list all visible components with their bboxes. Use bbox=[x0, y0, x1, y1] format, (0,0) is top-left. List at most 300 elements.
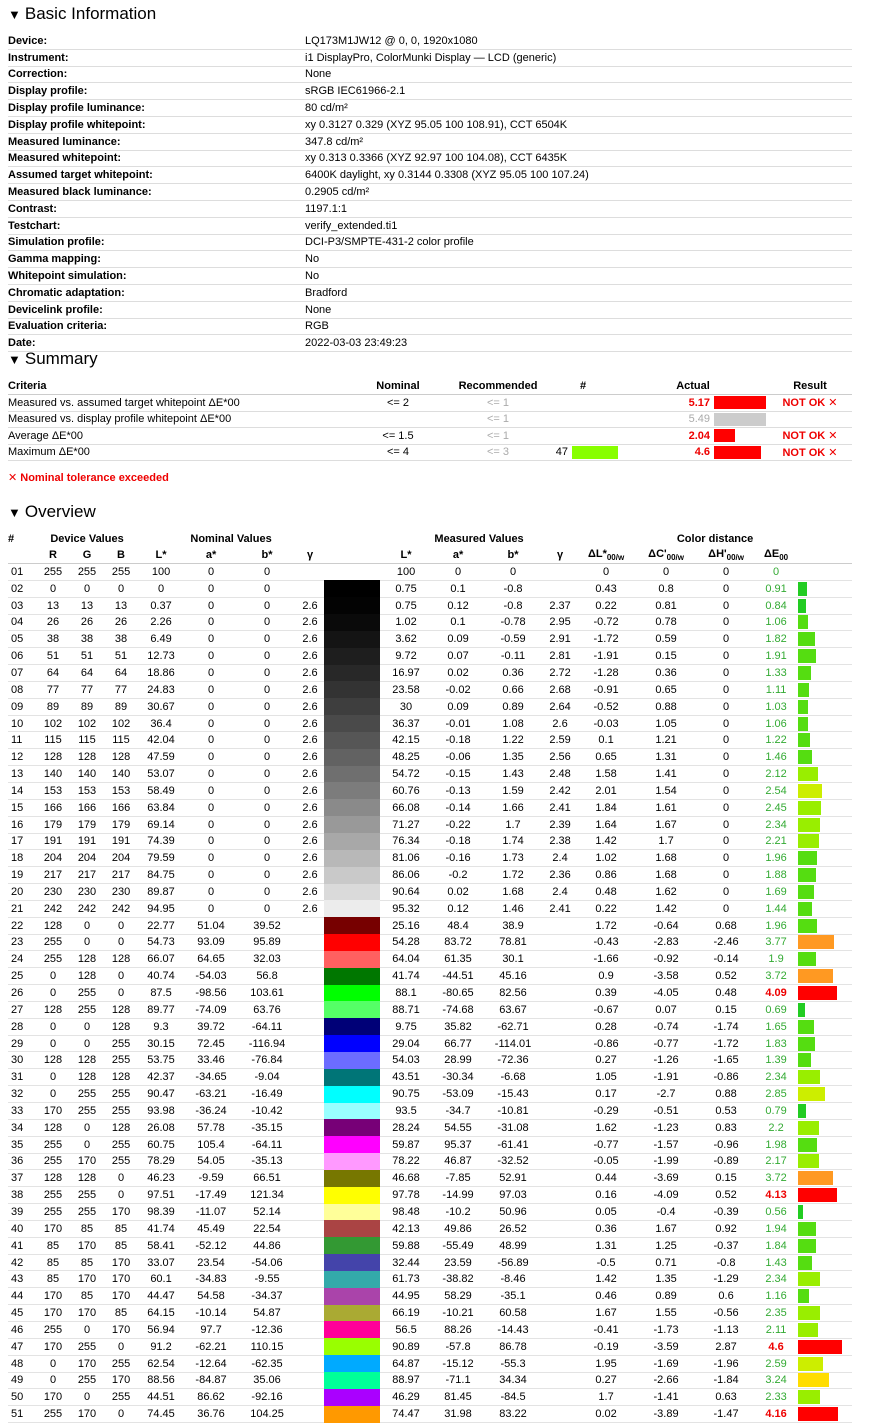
delta-l: 1.64 bbox=[578, 816, 634, 833]
dev-b: 255 bbox=[104, 1052, 138, 1069]
nom-gamma bbox=[296, 1103, 324, 1120]
overview-row bbox=[8, 1170, 852, 1187]
delta-l: 0.02 bbox=[578, 1406, 634, 1423]
basic-info-row bbox=[8, 251, 852, 268]
overview-row bbox=[8, 1153, 852, 1170]
dev-b: 0 bbox=[104, 1170, 138, 1187]
dev-r: 115 bbox=[36, 732, 70, 749]
meas-b: 1.72 bbox=[484, 867, 542, 884]
nom-b: -10.42 bbox=[238, 1103, 296, 1120]
basic-info-row bbox=[8, 66, 852, 83]
delta-e: 2.12 bbox=[754, 766, 798, 783]
swatch bbox=[324, 1052, 380, 1069]
dev-b: 128 bbox=[104, 951, 138, 968]
nom-a: 0 bbox=[184, 766, 238, 783]
delta-e-bar-cell bbox=[798, 1204, 852, 1221]
nom-l: 88.56 bbox=[138, 1372, 184, 1389]
meas-b: 1.35 bbox=[484, 749, 542, 766]
meas-a: 0.09 bbox=[432, 631, 484, 648]
basic-info-table bbox=[8, 33, 852, 352]
dev-b: 170 bbox=[104, 1288, 138, 1305]
collapse-triangle-icon[interactable]: ▼ bbox=[8, 505, 21, 520]
delta-h: 0 bbox=[698, 614, 754, 631]
delta-h: 0.88 bbox=[698, 1086, 754, 1103]
delta-e-bar bbox=[798, 834, 819, 848]
nom-l: 53.75 bbox=[138, 1052, 184, 1069]
delta-e-bar bbox=[798, 919, 817, 933]
delta-c: -3.89 bbox=[634, 1406, 698, 1423]
delta-e-bar-cell bbox=[798, 631, 852, 648]
meas-gamma: 2.95 bbox=[542, 614, 578, 631]
patch-num: 03 bbox=[8, 597, 36, 614]
delta-e: 3.77 bbox=[754, 934, 798, 951]
delta-e-bar bbox=[798, 1188, 837, 1202]
nom-b: 0 bbox=[238, 850, 296, 867]
dev-b: 217 bbox=[104, 867, 138, 884]
nom-l: 44.51 bbox=[138, 1389, 184, 1406]
dev-b: 191 bbox=[104, 833, 138, 850]
delta-l: 1.02 bbox=[578, 850, 634, 867]
delta-c: -0.64 bbox=[634, 917, 698, 934]
nom-l: 74.45 bbox=[138, 1406, 184, 1423]
nom-l: 42.04 bbox=[138, 732, 184, 749]
meas-a: -0.14 bbox=[432, 799, 484, 816]
patch-num: 44 bbox=[8, 1288, 36, 1305]
meas-b: -56.89 bbox=[484, 1254, 542, 1271]
meas-gamma bbox=[542, 1153, 578, 1170]
meas-a: 61.35 bbox=[432, 951, 484, 968]
nom-l: 90.47 bbox=[138, 1086, 184, 1103]
nom-l: 94.95 bbox=[138, 900, 184, 917]
nom-a: -36.24 bbox=[184, 1103, 238, 1120]
nom-l: 12.73 bbox=[138, 648, 184, 665]
patch-num: 06 bbox=[8, 648, 36, 665]
meas-b: -72.36 bbox=[484, 1052, 542, 1069]
delta-e-bar-cell bbox=[798, 968, 852, 985]
nom-a: -11.07 bbox=[184, 1204, 238, 1221]
meas-l: 61.73 bbox=[380, 1271, 432, 1288]
dev-b: 51 bbox=[104, 648, 138, 665]
delta-h: -2.46 bbox=[698, 934, 754, 951]
delta-l: -0.72 bbox=[578, 614, 634, 631]
summary-count bbox=[548, 428, 618, 445]
dev-r: 204 bbox=[36, 850, 70, 867]
dev-b: 255 bbox=[104, 1389, 138, 1406]
basic-info-value: 6400K daylight, xy 0.3144 0.3308 (XYZ 95.05 100 107.24) bbox=[305, 167, 852, 184]
dev-r: 128 bbox=[36, 917, 70, 934]
dev-b: 255 bbox=[104, 564, 138, 581]
meas-a: -80.65 bbox=[432, 985, 484, 1002]
swatch bbox=[324, 715, 380, 732]
meas-gamma bbox=[542, 1271, 578, 1288]
meas-l: 59.87 bbox=[380, 1136, 432, 1153]
delta-h: 0 bbox=[698, 833, 754, 850]
basic-info-row bbox=[8, 217, 852, 234]
delta-l: -0.5 bbox=[578, 1254, 634, 1271]
delta-e-bar bbox=[798, 632, 815, 646]
nom-a: -98.56 bbox=[184, 985, 238, 1002]
delta-e-bar bbox=[798, 1205, 803, 1219]
meas-a: 54.55 bbox=[432, 1119, 484, 1136]
dev-r: 0 bbox=[36, 968, 70, 985]
collapse-triangle-icon[interactable]: ▼ bbox=[8, 7, 21, 22]
ov-header-device: Device Values bbox=[50, 533, 124, 545]
basic-info-value: 80 cd/m² bbox=[305, 100, 852, 117]
meas-b: 83.22 bbox=[484, 1406, 542, 1423]
delta-e-bar bbox=[798, 615, 808, 629]
swatch bbox=[324, 934, 380, 951]
summary-row bbox=[8, 444, 852, 461]
patch-num: 51 bbox=[8, 1406, 36, 1423]
overview-row bbox=[8, 1254, 852, 1271]
patch-num: 23 bbox=[8, 934, 36, 951]
patch-num: 37 bbox=[8, 1170, 36, 1187]
nom-b: -92.16 bbox=[238, 1389, 296, 1406]
meas-b: 45.16 bbox=[484, 968, 542, 985]
swatch bbox=[324, 597, 380, 614]
overview-row bbox=[8, 564, 852, 581]
meas-a: 0.07 bbox=[432, 648, 484, 665]
overview-row bbox=[8, 681, 852, 698]
delta-l: -0.91 bbox=[578, 681, 634, 698]
basic-info-key: Simulation profile: bbox=[8, 234, 305, 251]
patch-num: 45 bbox=[8, 1305, 36, 1322]
meas-l: 93.5 bbox=[380, 1103, 432, 1120]
meas-l: 64.87 bbox=[380, 1355, 432, 1372]
delta-e-bar bbox=[798, 1239, 815, 1253]
col-B: B bbox=[104, 547, 138, 564]
patch-num: 36 bbox=[8, 1153, 36, 1170]
delta-e-bar-cell bbox=[798, 951, 852, 968]
delta-e-bar-cell bbox=[798, 564, 852, 581]
nom-l: 33.07 bbox=[138, 1254, 184, 1271]
meas-l: 32.44 bbox=[380, 1254, 432, 1271]
dev-b: 85 bbox=[104, 1237, 138, 1254]
nom-l: 74.39 bbox=[138, 833, 184, 850]
meas-gamma: 2.41 bbox=[542, 799, 578, 816]
nom-b: 52.14 bbox=[238, 1204, 296, 1221]
dev-b: 0 bbox=[104, 1187, 138, 1204]
nom-gamma: 2.6 bbox=[296, 782, 324, 799]
nom-l: 64.15 bbox=[138, 1305, 184, 1322]
delta-c: 0.81 bbox=[634, 597, 698, 614]
basic-info-value: No bbox=[305, 268, 852, 285]
meas-gamma bbox=[542, 1119, 578, 1136]
meas-l: 98.48 bbox=[380, 1204, 432, 1221]
section-title-overview[interactable]: ▼ Overview bbox=[8, 502, 96, 521]
overview-row bbox=[8, 1035, 852, 1052]
delta-l: 0.44 bbox=[578, 1170, 634, 1187]
meas-a: -38.82 bbox=[432, 1271, 484, 1288]
meas-a: 66.77 bbox=[432, 1035, 484, 1052]
delta-c: -1.23 bbox=[634, 1119, 698, 1136]
overview-row bbox=[8, 867, 852, 884]
dev-b: 128 bbox=[104, 749, 138, 766]
delta-c: -1.57 bbox=[634, 1136, 698, 1153]
dev-b: 255 bbox=[104, 1035, 138, 1052]
meas-a: -53.09 bbox=[432, 1086, 484, 1103]
delta-c: -0.92 bbox=[634, 951, 698, 968]
delta-l: 1.95 bbox=[578, 1355, 634, 1372]
meas-a: -0.15 bbox=[432, 766, 484, 783]
delta-e-bar-cell bbox=[798, 665, 852, 682]
meas-b: -14.43 bbox=[484, 1321, 542, 1338]
nom-a: 51.04 bbox=[184, 917, 238, 934]
meas-gamma bbox=[542, 1220, 578, 1237]
delta-h: 0 bbox=[698, 597, 754, 614]
delta-e: 1.03 bbox=[754, 698, 798, 715]
meas-l: 81.06 bbox=[380, 850, 432, 867]
summary-nominal bbox=[348, 411, 448, 428]
summary-header-result: Result bbox=[768, 378, 852, 395]
dev-b: 153 bbox=[104, 782, 138, 799]
nom-l: 41.74 bbox=[138, 1220, 184, 1237]
nom-b: -64.11 bbox=[238, 1136, 296, 1153]
patch-num: 47 bbox=[8, 1338, 36, 1355]
dev-r: 255 bbox=[36, 1136, 70, 1153]
delta-h: 0 bbox=[698, 900, 754, 917]
delta-h: 0 bbox=[698, 580, 754, 597]
dev-g: 85 bbox=[70, 1220, 104, 1237]
swatch bbox=[324, 749, 380, 766]
meas-l: 0.75 bbox=[380, 597, 432, 614]
delta-c: 1.25 bbox=[634, 1237, 698, 1254]
delta-e-bar bbox=[798, 784, 822, 798]
basic-info-value: None bbox=[305, 66, 852, 83]
meas-b: 1.08 bbox=[484, 715, 542, 732]
nom-b: 104.25 bbox=[238, 1406, 296, 1423]
nom-b: 0 bbox=[238, 749, 296, 766]
patch-num: 39 bbox=[8, 1204, 36, 1221]
dev-r: 0 bbox=[36, 1086, 70, 1103]
summary-header-actual: Actual bbox=[618, 378, 768, 395]
delta-e-bar-cell bbox=[798, 1187, 852, 1204]
delta-c: 1.67 bbox=[634, 816, 698, 833]
nom-a: -17.49 bbox=[184, 1187, 238, 1204]
delta-e: 4.09 bbox=[754, 985, 798, 1002]
dev-r: 0 bbox=[36, 985, 70, 1002]
basic-info-row bbox=[8, 184, 852, 201]
delta-e-bar-cell bbox=[798, 799, 852, 816]
patch-num: 11 bbox=[8, 732, 36, 749]
meas-l: 90.64 bbox=[380, 884, 432, 901]
meas-b: -0.78 bbox=[484, 614, 542, 631]
summary-recommended: <= 1 bbox=[448, 395, 548, 412]
delta-h: -0.96 bbox=[698, 1136, 754, 1153]
overview-row bbox=[8, 1119, 852, 1136]
nom-a: 0 bbox=[184, 681, 238, 698]
delta-e-bar-cell bbox=[798, 648, 852, 665]
patch-num: 25 bbox=[8, 968, 36, 985]
overview-row bbox=[8, 1406, 852, 1423]
nom-gamma: 2.6 bbox=[296, 884, 324, 901]
nom-a: -52.12 bbox=[184, 1237, 238, 1254]
meas-gamma: 2.59 bbox=[542, 732, 578, 749]
dev-g: 0 bbox=[70, 580, 104, 597]
delta-e-bar-cell bbox=[798, 1136, 852, 1153]
nom-l: 26.08 bbox=[138, 1119, 184, 1136]
basic-info-value: 2022-03-03 23:49:23 bbox=[305, 335, 852, 352]
summary-nominal: <= 2 bbox=[348, 395, 448, 412]
nom-l: 60.1 bbox=[138, 1271, 184, 1288]
nom-a: -74.09 bbox=[184, 1001, 238, 1018]
nom-a: -34.83 bbox=[184, 1271, 238, 1288]
delta-e-bar bbox=[798, 1087, 825, 1101]
meas-gamma bbox=[542, 564, 578, 581]
delta-l: 2.01 bbox=[578, 782, 634, 799]
swatch bbox=[324, 816, 380, 833]
meas-b: -31.08 bbox=[484, 1119, 542, 1136]
dev-r: 85 bbox=[36, 1254, 70, 1271]
nom-a: -34.65 bbox=[184, 1069, 238, 1086]
section-title-summary[interactable]: ▼ Summary bbox=[8, 349, 98, 368]
meas-b: 97.03 bbox=[484, 1187, 542, 1204]
delta-e-bar bbox=[798, 1171, 833, 1185]
dev-r: 255 bbox=[36, 564, 70, 581]
summary-header-recommended: Recommended bbox=[448, 378, 548, 395]
overview-row bbox=[8, 850, 852, 867]
delta-e: 0.79 bbox=[754, 1103, 798, 1120]
nom-b: 0 bbox=[238, 884, 296, 901]
overview-row bbox=[8, 1220, 852, 1237]
col-mgamma: γ bbox=[542, 547, 578, 564]
delta-e-bar-cell bbox=[798, 1119, 852, 1136]
delta-c: 0.89 bbox=[634, 1288, 698, 1305]
basic-info-value: RGB bbox=[305, 318, 852, 335]
delta-c: -1.69 bbox=[634, 1355, 698, 1372]
nom-gamma bbox=[296, 1001, 324, 1018]
delta-c: 0.65 bbox=[634, 681, 698, 698]
nom-b: 0 bbox=[238, 782, 296, 799]
overview-row bbox=[8, 1305, 852, 1322]
delta-h: 0 bbox=[698, 799, 754, 816]
nom-gamma: 2.6 bbox=[296, 698, 324, 715]
dev-g: 170 bbox=[70, 1355, 104, 1372]
dev-g: 0 bbox=[70, 917, 104, 934]
nom-a: 23.54 bbox=[184, 1254, 238, 1271]
summary-criteria: Measured vs. display profile whitepoint ΔE*00 bbox=[8, 411, 348, 428]
delta-c: 1.31 bbox=[634, 749, 698, 766]
col-L: L* bbox=[138, 547, 184, 564]
meas-a: -71.1 bbox=[432, 1372, 484, 1389]
delta-e-bar-cell bbox=[798, 1153, 852, 1170]
overview-row bbox=[8, 665, 852, 682]
meas-b: 1.43 bbox=[484, 766, 542, 783]
delta-c: -0.74 bbox=[634, 1018, 698, 1035]
dev-b: 128 bbox=[104, 1069, 138, 1086]
delta-l: 0.46 bbox=[578, 1288, 634, 1305]
basic-info-key: Measured black luminance: bbox=[8, 184, 305, 201]
delta-e-bar bbox=[798, 1272, 820, 1286]
summary-header-criteria: Criteria bbox=[8, 378, 348, 395]
meas-gamma bbox=[542, 1355, 578, 1372]
meas-a: 0.09 bbox=[432, 698, 484, 715]
dev-b: 115 bbox=[104, 732, 138, 749]
dev-b: 255 bbox=[104, 1153, 138, 1170]
dev-b: 170 bbox=[104, 1271, 138, 1288]
summary-header-count: # bbox=[548, 378, 618, 395]
basic-info-key: Testchart: bbox=[8, 217, 305, 234]
nom-l: 18.86 bbox=[138, 665, 184, 682]
delta-e: 2.2 bbox=[754, 1119, 798, 1136]
nom-gamma: 2.6 bbox=[296, 799, 324, 816]
delta-e: 2.17 bbox=[754, 1153, 798, 1170]
meas-a: 95.37 bbox=[432, 1136, 484, 1153]
overview-row bbox=[8, 917, 852, 934]
meas-b: 38.9 bbox=[484, 917, 542, 934]
basic-info-key: Correction: bbox=[8, 66, 305, 83]
dev-b: 242 bbox=[104, 900, 138, 917]
basic-info-key: Contrast: bbox=[8, 200, 305, 217]
delta-e: 1.39 bbox=[754, 1052, 798, 1069]
summary-result: NOT OK ✕ bbox=[768, 395, 852, 412]
delta-e: 2.11 bbox=[754, 1321, 798, 1338]
dev-b: 85 bbox=[104, 1305, 138, 1322]
dev-g: 0 bbox=[70, 934, 104, 951]
delta-c: 1.41 bbox=[634, 766, 698, 783]
meas-b: 60.58 bbox=[484, 1305, 542, 1322]
overview-row bbox=[8, 631, 852, 648]
meas-l: 42.13 bbox=[380, 1220, 432, 1237]
delta-c: -1.99 bbox=[634, 1153, 698, 1170]
delta-e-bar bbox=[798, 1373, 829, 1387]
meas-b: 1.46 bbox=[484, 900, 542, 917]
basic-info-value: DCI-P3/SMPTE-431-2 color profile bbox=[305, 234, 852, 251]
dev-r: 170 bbox=[36, 1305, 70, 1322]
collapse-triangle-icon[interactable]: ▼ bbox=[8, 352, 21, 367]
section-title-basic[interactable]: ▼ Basic Information bbox=[8, 4, 157, 23]
delta-l: 0.43 bbox=[578, 580, 634, 597]
dev-r: 128 bbox=[36, 1001, 70, 1018]
nom-a: 0 bbox=[184, 597, 238, 614]
overview-row bbox=[8, 1187, 852, 1204]
col-ma: a* bbox=[432, 547, 484, 564]
delta-h: -1.72 bbox=[698, 1035, 754, 1052]
nom-a: 39.72 bbox=[184, 1018, 238, 1035]
delta-c: 1.54 bbox=[634, 782, 698, 799]
delta-e-bar-cell bbox=[798, 1321, 852, 1338]
meas-a: 81.45 bbox=[432, 1389, 484, 1406]
nom-b: 0 bbox=[238, 867, 296, 884]
delta-h: -1.65 bbox=[698, 1052, 754, 1069]
swatch bbox=[324, 1220, 380, 1237]
meas-b: 1.74 bbox=[484, 833, 542, 850]
tolerance-note: ✕ Nominal tolerance exceeded bbox=[8, 472, 169, 484]
dev-r: 26 bbox=[36, 614, 70, 631]
delta-h: -0.39 bbox=[698, 1204, 754, 1221]
dev-r: 128 bbox=[36, 1170, 70, 1187]
swatch bbox=[324, 698, 380, 715]
basic-info-row bbox=[8, 301, 852, 318]
delta-h: 0 bbox=[698, 867, 754, 884]
summary-actual-value: 5.49 bbox=[688, 413, 710, 426]
meas-b: 34.34 bbox=[484, 1372, 542, 1389]
summary-nominal: <= 1.5 bbox=[348, 428, 448, 445]
basic-info-value: xy 0.3127 0.329 (XYZ 95.05 100 108.91), CCT 6504K bbox=[305, 116, 852, 133]
nom-a: -12.64 bbox=[184, 1355, 238, 1372]
nom-gamma: 2.6 bbox=[296, 614, 324, 631]
overview-row bbox=[8, 732, 852, 749]
delta-h: 0 bbox=[698, 715, 754, 732]
delta-c: 1.67 bbox=[634, 1220, 698, 1237]
meas-a: 28.99 bbox=[432, 1052, 484, 1069]
dev-g: 204 bbox=[70, 850, 104, 867]
delta-l: 1.67 bbox=[578, 1305, 634, 1322]
basic-info-row bbox=[8, 268, 852, 285]
nom-gamma bbox=[296, 1271, 324, 1288]
delta-e-bar-cell bbox=[798, 884, 852, 901]
col-mb: b* bbox=[484, 547, 542, 564]
